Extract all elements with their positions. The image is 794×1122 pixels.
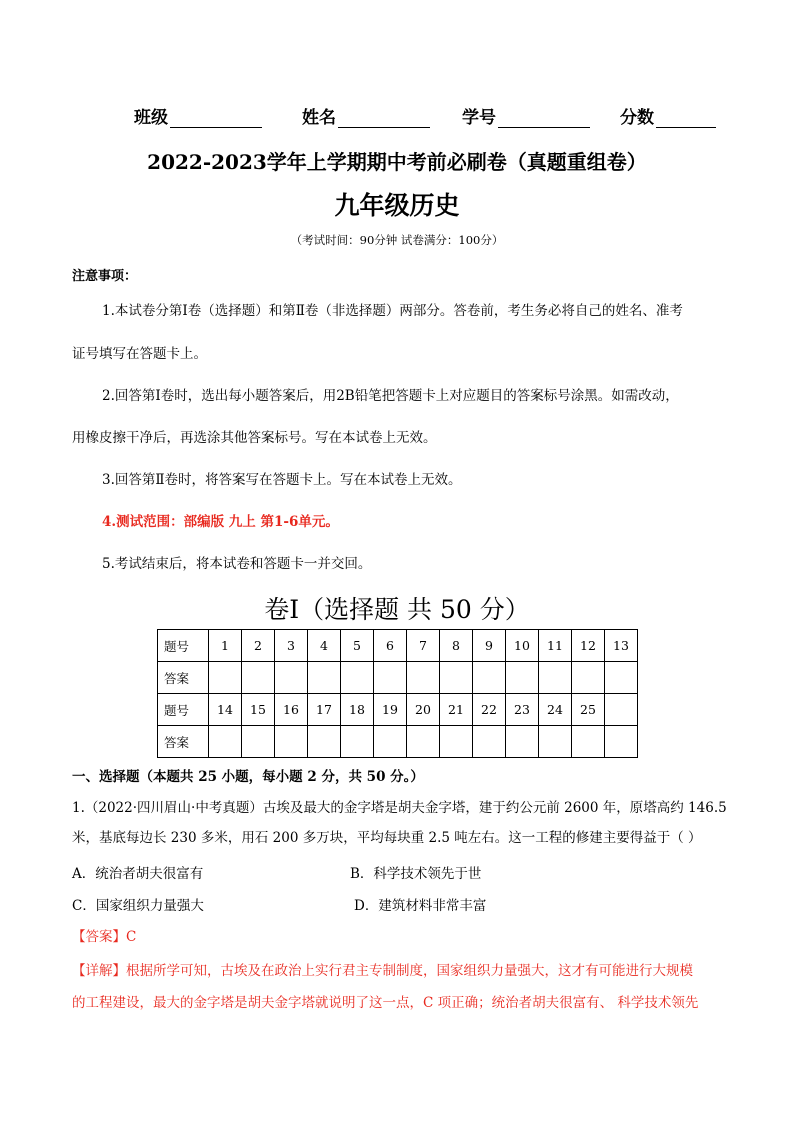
answer-cell[interactable] [473,662,506,694]
question-number-cell: 5 [341,630,374,662]
question-1-line-2: 米，基底每边长 230 多米，用石 200 多万块，平均每块重 2.5 吨左右。这一工程的修建主要得益于（ ） [72,830,702,846]
question-number-cell: 6 [374,630,407,662]
question-number-cell: 3 [275,630,308,662]
note-1 [72,302,722,321]
answer-cell[interactable] [275,726,308,758]
score-field[interactable] [620,103,716,128]
answer-cell[interactable] [374,662,407,694]
answer-label: 答案 [158,726,209,758]
answer-row-1 [158,662,638,694]
answer-cell[interactable] [440,726,473,758]
student-id-label: 学号 [462,108,496,128]
answer-cell[interactable] [539,726,572,758]
answer-cell[interactable] [308,726,341,758]
explanation-line-2: 的工程建设，最大的金字塔是胡夫金字塔就说明了这一点，C 项正确；统治者胡夫很富有、 科学技术领先 [72,995,699,1011]
question-number-label: 题号 [158,630,209,662]
answer-cell[interactable] [209,662,242,694]
question-number-cell: 23 [506,694,539,726]
note-2-line-2: 用橡皮擦干净后，再选涂其他答案标号。写在本试卷上无效。 [72,430,437,446]
answer-grid [157,629,638,758]
note-4 [72,513,722,532]
student-id-blank[interactable] [498,109,590,128]
class-field[interactable] [134,103,262,128]
name-blank[interactable] [338,109,430,128]
answer-cell[interactable] [275,662,308,694]
answer-cell[interactable] [242,726,275,758]
answer-cell[interactable] [473,726,506,758]
question-number-cell: 19 [374,694,407,726]
section-title: 卷Ⅰ（选择题 共 50 分） [264,595,530,624]
option-a[interactable]: A．统治者胡夫很富有 [72,866,204,882]
answer-cell[interactable] [341,662,374,694]
question-number-cell: 7 [407,630,440,662]
answer-cell[interactable] [209,726,242,758]
option-c[interactable]: C．国家组织力量强大 [72,898,204,914]
name-field[interactable] [302,103,430,128]
note-1-line-1: 1.本试卷分第Ⅰ卷（选择题）和第Ⅱ卷（非选择题）两部分。答卷前，考生务必将自己的姓名、准考 [102,303,683,319]
answer-label: 答案 [158,662,209,694]
exam-title: 2022-2023学年上学期期中考前必刷卷（真题重组卷） [147,150,647,174]
answer-cell[interactable] [341,726,374,758]
note-1-continued [72,345,722,364]
answer-cell[interactable] [605,662,638,694]
question-number-cell: 21 [440,694,473,726]
score-label: 分数 [620,108,654,128]
class-blank[interactable] [170,109,262,128]
question-number-cell: 20 [407,694,440,726]
question-number-cell: 15 [242,694,275,726]
part-1-title: 一、选择题（本题共 25 小题，每小题 2 分，共 50 分。） [72,769,424,785]
answer-text: 【答案】C [72,929,137,945]
question-number-cell: 11 [539,630,572,662]
answer-cell[interactable] [374,726,407,758]
question-number-cell: 2 [242,630,275,662]
question-number-cell: 10 [506,630,539,662]
question-number-cell: 18 [341,694,374,726]
answer-cell[interactable] [407,726,440,758]
student-info-row [134,103,734,133]
answer-cell[interactable] [407,662,440,694]
question-number-row-1 [158,630,638,662]
note-3 [72,471,722,490]
question-number-cell: 22 [473,694,506,726]
answer-cell[interactable] [506,726,539,758]
note-2 [72,387,722,406]
note-5-text: 5.考试结束后，将本试卷和答题卡一并交回。 [102,556,372,572]
option-d[interactable]: D．建筑材料非常丰富 [354,898,487,914]
answer-cell[interactable] [572,726,605,758]
question-number-label: 题号 [158,694,209,726]
answer-cell[interactable] [605,726,638,758]
option-b[interactable]: B．科学技术领先于世 [350,866,482,882]
question-1-line-1: 1.（2022·四川眉山·中考真题）古埃及最大的金字塔是胡夫金字塔，建于约公元前 2600 年，原塔高约 146.5 [72,800,727,816]
question-number-cell: 24 [539,694,572,726]
note-1-line-2: 证号填写在答题卡上。 [72,346,207,362]
exam-subject: 九年级历史 [334,191,460,220]
question-number-cell: 17 [308,694,341,726]
question-number-cell: 25 [572,694,605,726]
class-label: 班级 [134,108,168,128]
question-number-cell: 12 [572,630,605,662]
question-number-cell: 16 [275,694,308,726]
note-2-continued [72,429,722,448]
question-number-cell: 9 [473,630,506,662]
question-number-cell: 8 [440,630,473,662]
note-2-line-1: 2.回答第Ⅰ卷时，选出每小题答案后，用2B铅笔把答题卡上对应题目的答案标号涂黑。如需改动， [102,388,679,404]
name-label: 姓名 [302,108,336,128]
notes-heading: 注意事项： [72,269,138,284]
question-number-cell [605,694,638,726]
answer-cell[interactable] [506,662,539,694]
exam-meta: （考试时间：90分钟 试卷满分：100分） [290,233,504,247]
question-number-row-2 [158,694,638,726]
question-number-cell: 1 [209,630,242,662]
note-5 [72,555,722,574]
answer-cell[interactable] [572,662,605,694]
explanation-line-1: 【详解】根据所学可知，古埃及在政治上实行君主专制制度，国家组织力量强大，这才有可能进行大规模 [72,963,693,979]
score-blank[interactable] [656,109,716,128]
question-number-cell: 13 [605,630,638,662]
answer-row-2 [158,726,638,758]
answer-cell[interactable] [242,662,275,694]
student-id-field[interactable] [462,103,590,128]
note-4-text: 4.测试范围：部编版 九上 第1-6单元。 [102,514,339,530]
answer-cell[interactable] [308,662,341,694]
question-number-cell: 4 [308,630,341,662]
answer-cell[interactable] [440,662,473,694]
answer-cell[interactable] [539,662,572,694]
note-3-text: 3.回答第Ⅱ卷时，将答案写在答题卡上。写在本试卷上无效。 [102,472,462,488]
question-number-cell: 14 [209,694,242,726]
